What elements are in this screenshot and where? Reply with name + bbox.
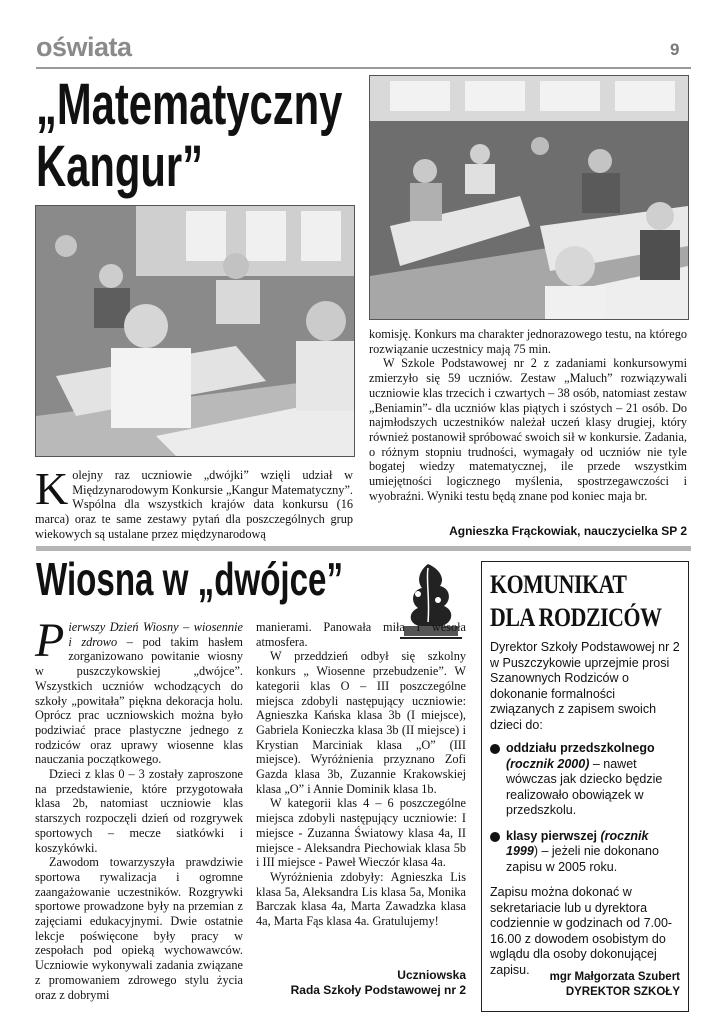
article2-column-1: [35, 614, 243, 1002]
article1-paragraph-2: W Szkole Podstawowej nr 2 z zadaniami konkursowymi zmierzyło się 59 uczniów. Zestaw „Maluch” rozwiązywali uczniowie klas trzecich i czwartych – 38 osób, natomiast zestaw „Beniamin”- dla uczniów klas piątych i szóstych – 21 osób. Do najmłodszych uczestników należał uczeń klasy drugiej, który również postanowił spróbować swoich sił w konkursie. Zadania, o różnym stopniu trudności, wymagały od uczniów nie tyle bogatej wiedzy matematycznej, ile przede wszystkim umiejętności logicznego myślenia, spostrzegawczości i wyobraźni. Wyniki testu będą znane pod koniec maja br.: [369, 356, 687, 503]
article2-paragraph-5: W przeddzień odbył się szkolny konkurs „ Wiosenne przebudzenie”. W kategorii klas O – III poszczególne miejsca zdobyli następujący uczniowie: Agnieszka Kańska klasa 3b (I miejsce), Gabriela Konieczka klasa 3b (II miejsce) i Krystian Marciniak klasa „O” (III miejsce). Wyróżnienia przyznano Zofi Gazda klasa 3b, Zuzannie Krakowskiej klasa „O” i Annie Dominik klasa 1b.: [256, 649, 466, 796]
signature-line-1: Uczniowska: [397, 968, 466, 982]
section-label: oświata: [36, 32, 132, 62]
signature-line-2: Rada Szkoły Podstawowej nr 2: [290, 983, 466, 997]
bullet1-bold: oddziału przedszkolnego: [506, 741, 655, 755]
article1-body: [369, 327, 687, 503]
article2-lead-italic: ierwszy Dzień Wiosny – wiosennie i zdrowo: [68, 620, 243, 649]
notice-title: [490, 568, 662, 634]
notice-closing: Zapisu można dokonać w sekretariacie lub u dyrektora codziennie w godzinach od 7.00-16.00 z dowodem osobistym do wglądu dla osoby dokonującej zapisu.: [490, 885, 673, 977]
bullet1-year: (rocznik 2000): [506, 756, 590, 771]
section-divider: [36, 546, 691, 551]
bullet2-bold: klasy pierwszej: [506, 828, 598, 843]
notice-bullet-2: [490, 829, 680, 876]
bullet-icon: [490, 832, 500, 842]
article2-paragraph-4: manierami. Panowała miła i wesoła atmosfera.: [256, 620, 466, 649]
headline-line-2: Kangur”: [36, 134, 204, 199]
notice-signer: mgr Małgorzata Szubert: [549, 971, 680, 983]
article1-signature: Agnieszka Frąckowiak, nauczycielka SP 2: [449, 524, 687, 538]
classroom-photo-right: [369, 75, 689, 320]
notice-intro: Dyrektor Szkoły Podstawowej nr 2 w Puszczykowie uprzejmie prosi Szanownych Rodziców o dokonanie formalności związanych z zapisem swoich dzieci do:: [490, 640, 680, 732]
bullet1-rest: – nawet wówczas jak dziecko będzie realizowało obowiązek w przedszkolu.: [506, 756, 663, 817]
header-rule: [36, 67, 691, 69]
classroom-photo-left: [35, 205, 355, 457]
article1-headline: [36, 74, 342, 198]
bullet2-year: (rocznik 1999: [506, 828, 649, 858]
article1-paragraph-1: komisję. Konkurs ma charakter jednorazowego testu, na którego rozwiązanie uczestnicy mają 75 min.: [369, 327, 687, 356]
notice-signer-title: DYREKTOR SZKOŁY: [565, 986, 680, 998]
article2-paragraph-6: W kategorii klas 4 – 6 poszczególne miejsca zdobyli następujący uczniowie: I miejsce - Zuzanna Światowy klasa 4a, II miejsce - Aleksandra Piechowiak klasa 5b i III miejsce - Paweł Wieczór klasa 4a.: [256, 796, 466, 870]
notice-title-line-1: KOMUNIKAT: [490, 570, 627, 599]
article2-paragraph-7: Wyróżnienia zdobyły: Agnieszka Lis klasa 5a, Aleksandra Lis klasa 5a, Monika Barczak klasa 4a, Marta Zawadzka klasa 4a, Marta Fąs klasa 4a. Gratulujemy!: [256, 869, 466, 929]
parents-notice-box: [481, 561, 689, 1012]
article1-lead: [35, 463, 353, 542]
article2-paragraph-3: Zawodom towarzyszyła prawdziwie sportowa rywalizacja i ogromne zaangażowanie uczestników. Rozgrywki sportowe prowadzone były na przemian z zajęciami edukacyjnymi. Dwie ostatnie lekcje poświęcone były pracy w zespołach pod opieką wychowawców. Uczniowie wykonywali zadania związane z promowaniem zdrowego stylu życia oraz z dobrymi: [35, 855, 243, 1002]
article2-paragraph-2: Dzieci z klas 0 – 3 zostały zaproszone na przedstawienie, które przygotowała klasa 2b, natomiast uczniowie klas starszych rozpoczęli dzień od rozgrywek sportowych – mecze siatkówki i koszykówki.: [35, 767, 243, 855]
article2-headline: Wiosna w „dwójce”: [36, 553, 344, 605]
bullet-icon: [490, 744, 500, 754]
article1-dropcap: K: [35, 463, 69, 514]
notice-body: [490, 640, 680, 978]
notice-bullet-1: [490, 741, 680, 819]
bullet2-rest: ) – jeżeli nie dokonano zapisu w 2005 roku.: [506, 844, 659, 874]
article1-lead-text: olejny raz uczniowie „dwójki” wzięli udział w Międzynarodowym Konkursie „Kangur Matematyczny”. Wspólna dla wszystkich krajów data konkursu (16 marca) oraz te same zestawy pytań dla poszczególnych grup wiekowych są ustalane przez międzynarodową: [35, 468, 353, 541]
article2-dropcap: P: [35, 614, 65, 667]
article2-lead-text: – pod takim hasłem zorganizowano powitanie wiosny w puszczykowskiej „dwójce”. Wszystkich uczniów wchodzących do szkoły „powitała” piękna dekoracja holu. Oprócz prac uczniowskich można było podziwiać prace plastyczne jednego z rodziców oraz uprawy wiosenne klas nauczania początkowego.: [35, 634, 243, 767]
page-number: 9: [670, 40, 680, 59]
notice-signature: [550, 970, 680, 1000]
article2-column-2: [256, 620, 466, 929]
notice-title-line-2: DLA RODZICÓW: [490, 603, 662, 632]
article2-signature: [256, 968, 466, 998]
headline-line-1: „Matematyczny: [36, 72, 343, 137]
